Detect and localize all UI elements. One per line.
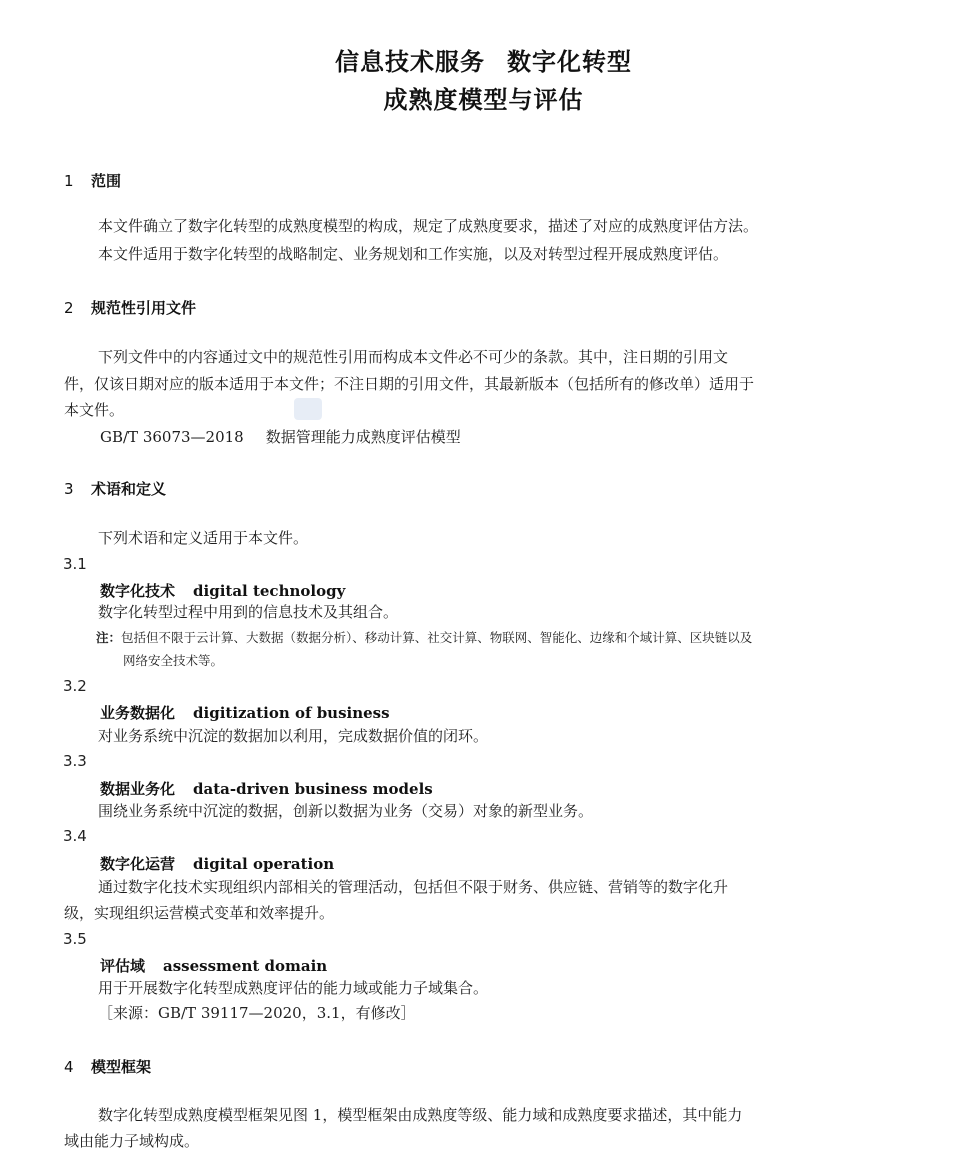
term-heading bbox=[100, 702, 390, 723]
section-number: 4 bbox=[64, 1058, 74, 1076]
term-en: data-driven business models bbox=[193, 780, 433, 798]
scope-paragraph-1: 本文件确立了数字化转型的成熟度模型的构成，规定了成熟度要求，描述了对应的成熟度评估方法。 bbox=[98, 217, 759, 235]
term-en: assessment domain bbox=[163, 957, 328, 975]
terms-intro: 下列术语和定义适用于本文件。 bbox=[98, 529, 309, 547]
term-definition-line2: 级，实现组织运营模式变革和效率提升。 bbox=[64, 904, 335, 922]
document-title-line1 bbox=[0, 42, 967, 77]
term-note bbox=[96, 627, 752, 649]
term-definition: 数字化转型过程中用到的信息技术及其组合。 bbox=[98, 603, 399, 621]
section-2-heading bbox=[64, 297, 196, 318]
section-number: 1 bbox=[64, 172, 74, 190]
term-number: 3.2 bbox=[63, 677, 87, 695]
term-source: ［来源：GB/T 39117—2020，3.1，有修改］ bbox=[98, 1004, 416, 1022]
section-number: 2 bbox=[64, 299, 74, 317]
normative-ref-line-2: 件，仅该日期对应的版本适用于本文件；不注日期的引用文件，其最新版本（包括所有的修改单）适用于 bbox=[64, 375, 755, 393]
title-part-a: 信息技术服务 bbox=[335, 48, 485, 76]
section-number: 3 bbox=[64, 480, 74, 498]
section-title: 术语和定义 bbox=[91, 480, 167, 498]
term-number: 3.5 bbox=[63, 930, 87, 948]
normative-ref-line-3: 本文件。 bbox=[64, 401, 125, 419]
term-heading bbox=[100, 853, 334, 874]
scope-paragraph-2: 本文件适用于数字化转型的战略制定、业务规划和工作实施，以及对转型过程开展成熟度评估。 bbox=[98, 245, 729, 263]
section-3-heading bbox=[64, 478, 166, 499]
watermark-logo bbox=[294, 398, 322, 420]
term-number: 3.4 bbox=[63, 827, 87, 845]
term-zh: 业务数据化 bbox=[100, 704, 176, 722]
note-text-line1: 包括但不限于云计算、大数据（数据分析）、移动计算、社交计算、物联网、智能化、边缘和个域计算、区块链以及 bbox=[121, 630, 753, 645]
term-en: digitization of business bbox=[193, 704, 390, 722]
model-framework-line-2: 域由能力子域构成。 bbox=[64, 1132, 200, 1150]
model-framework-line-1: 数字化转型成熟度模型框架见图 1，模型框架由成熟度等级、能力域和成熟度要求描述，其中能力 bbox=[98, 1106, 743, 1124]
term-zh: 数字化技术 bbox=[100, 582, 176, 600]
note-label: 注： bbox=[96, 630, 122, 645]
term-definition: 围绕业务系统中沉淀的数据，创新以数据为业务（交易）对象的新型业务。 bbox=[98, 802, 594, 820]
term-heading bbox=[100, 955, 327, 976]
term-number: 3.1 bbox=[63, 555, 87, 573]
section-title: 规范性引用文件 bbox=[91, 299, 197, 317]
normative-ref-line-1: 下列文件中的内容通过文中的规范性引用而构成本文件必不可少的条款。其中，注日期的引用文 bbox=[98, 348, 729, 366]
section-title: 模型框架 bbox=[91, 1058, 152, 1076]
term-heading bbox=[100, 778, 433, 799]
term-note-line2: 网络安全技术等。 bbox=[123, 653, 224, 668]
term-zh: 数字化运营 bbox=[100, 855, 176, 873]
section-1-heading bbox=[64, 170, 121, 191]
term-en: digital operation bbox=[193, 855, 335, 873]
term-number: 3.3 bbox=[63, 752, 87, 770]
term-definition-line1: 通过数字化技术实现组织内部相关的管理活动，包括但不限于财务、供应链、营销等的数字化升 bbox=[98, 878, 729, 896]
section-4-heading bbox=[64, 1056, 151, 1077]
term-definition: 对业务系统中沉淀的数据加以利用，完成数据价值的闭环。 bbox=[98, 727, 489, 745]
reference-standard-number: GB/T 36073—2018 bbox=[100, 428, 244, 446]
term-zh: 评估域 bbox=[100, 957, 146, 975]
reference-entry bbox=[100, 426, 461, 447]
reference-standard-title: 数据管理能力成熟度评估模型 bbox=[265, 428, 461, 446]
term-definition: 用于开展数字化转型成熟度评估的能力域或能力子域集合。 bbox=[98, 979, 489, 997]
section-title: 范围 bbox=[91, 172, 122, 190]
term-zh: 数据业务化 bbox=[100, 780, 176, 798]
term-en: digital technology bbox=[193, 582, 346, 600]
document-title-line2: 成熟度模型与评估 bbox=[383, 86, 584, 114]
title-part-b: 数字化转型 bbox=[507, 48, 632, 76]
